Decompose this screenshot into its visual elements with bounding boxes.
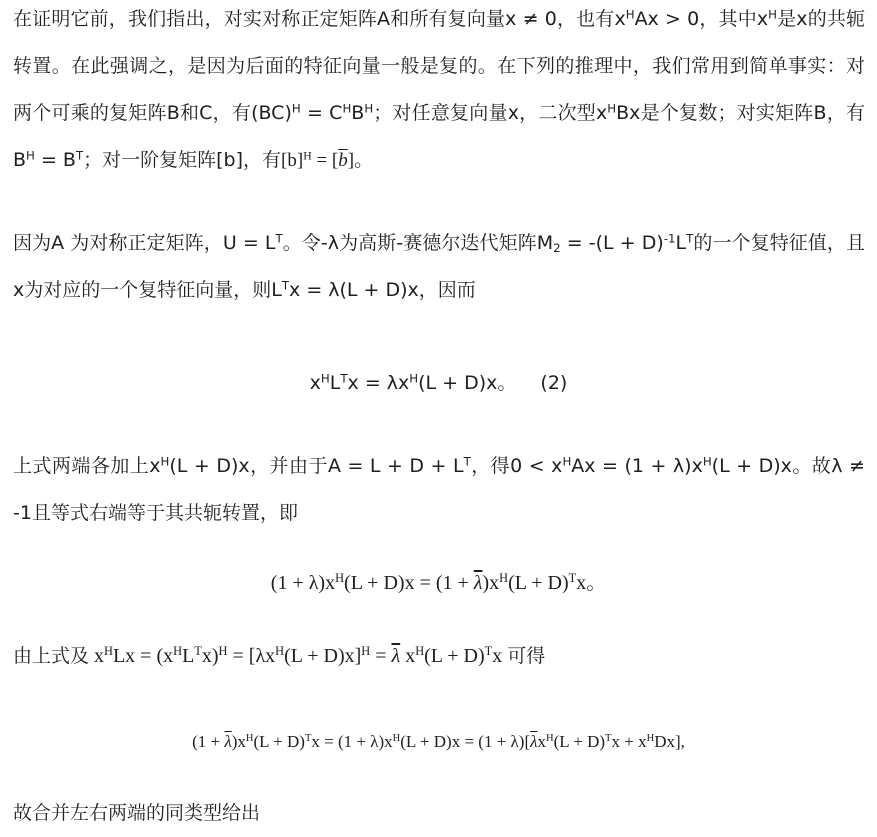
text-run: = [λx — [227, 645, 276, 667]
superscript: H — [335, 571, 345, 586]
text-run: ；对一阶复矩阵[b]，有 — [83, 149, 282, 171]
text-run: (L + D) — [553, 732, 606, 751]
superscript: H — [26, 148, 35, 163]
superscript: H — [415, 644, 425, 659]
superscript: H — [104, 644, 113, 659]
superscript: T — [568, 571, 577, 586]
text-run: x — [537, 732, 546, 751]
superscript: T — [275, 231, 283, 246]
superscript: H — [218, 644, 228, 659]
text-run: 由上式及 — [13, 645, 90, 667]
superscript: H — [173, 644, 183, 659]
text-run: L — [329, 372, 341, 394]
superscript: H — [625, 7, 635, 22]
text-run: (1 + — [192, 732, 225, 751]
text-run: 可得 — [507, 645, 546, 667]
text-run: )x — [482, 572, 500, 594]
text-run: (L + D) — [508, 572, 569, 594]
superscript: H — [646, 733, 655, 745]
text-run: = C — [300, 102, 343, 124]
superscript: H — [409, 371, 419, 386]
superscript: T — [463, 454, 471, 469]
superscript: T — [340, 371, 348, 386]
text-run: (L + D)x。故λ ≠ -1且等式右端等于其共轭转置，即 — [13, 455, 865, 524]
superscript: T — [281, 278, 290, 293]
superscript: H — [562, 454, 572, 469]
text-run: x = λx — [347, 372, 410, 394]
text-run: x) — [201, 645, 219, 667]
text-run: ；对任意复向量x，二次型x — [373, 102, 608, 124]
text-run: Ax > 0，其中x — [634, 8, 769, 30]
text-run: (L + D)x。 — [418, 372, 517, 394]
superscript: H — [545, 733, 554, 745]
superscript: T — [484, 644, 493, 659]
superscript: H — [702, 454, 712, 469]
text-run: ] — [347, 150, 355, 171]
lambda-bar: $\overline{\lambda}$ — [530, 732, 538, 751]
equation-expanded — [0, 727, 877, 757]
text-run: = B — [34, 149, 76, 171]
text-run: Lx = (x — [112, 645, 174, 667]
superscript: H — [303, 149, 312, 163]
text-run: x + x — [611, 732, 647, 751]
text-run: x = λ(L + D)x，因而 — [289, 279, 476, 301]
text-run: Bx是个复数；对实矩阵B，有B — [13, 102, 865, 171]
superscript: H — [320, 371, 330, 386]
superscript: H — [361, 644, 371, 659]
math-inline — [281, 150, 354, 171]
paragraph-3 — [13, 443, 865, 537]
lambda-bar: $\overline{\lambda}$ — [224, 732, 232, 751]
text-run: (L + D)x] — [284, 645, 362, 667]
text-run: x — [89, 645, 105, 667]
text-run: (L + D) — [424, 645, 485, 667]
math-inline — [89, 645, 507, 667]
b-bar: $\overline{b}$ — [338, 150, 348, 171]
paragraph-4 — [13, 633, 865, 680]
text-run: = [ — [311, 150, 339, 171]
lambda-bar: $\overline{\lambda}$ — [391, 645, 401, 667]
text-run: (L + D) — [253, 732, 305, 751]
paragraph-2 — [13, 220, 865, 314]
superscript: T — [75, 148, 84, 163]
equation-number: (2) — [540, 372, 568, 394]
superscript: H — [392, 733, 401, 745]
text-run: = -(L + D) — [560, 232, 664, 254]
superscript: T — [686, 231, 694, 246]
text-run: Ax = (1 + λ)x — [571, 455, 703, 477]
superscript: H — [768, 7, 777, 22]
superscript: H — [499, 571, 509, 586]
text-run: 上式两端各加上x — [13, 455, 161, 477]
superscript: H — [607, 101, 617, 116]
text-run: x — [400, 645, 416, 667]
text-run: = — [370, 645, 392, 667]
paragraph-5 — [13, 790, 865, 837]
text-run: x — [492, 645, 508, 667]
text-run: 因为A 为对称正定矩阵，U = L — [13, 232, 276, 254]
equation-conjugate — [0, 568, 877, 598]
text-run: 是x的共轭转置。在此强调之，是因为后面的特征向量一般是复的。在下列的推理中，我们常用到简单事实：对两个可乘的复矩阵B和C，有(BC) — [13, 8, 866, 124]
text-run: B — [351, 102, 365, 124]
superscript: H — [364, 101, 374, 116]
text-run: (L + D)x，并由于A = L + D + L — [169, 455, 464, 477]
text-run: x。 — [576, 572, 607, 594]
equation-2 — [0, 368, 877, 398]
text-run: x — [309, 372, 321, 394]
text-run: ，得0 < x — [470, 455, 563, 477]
text-run: 。 — [354, 149, 374, 171]
text-run: L — [675, 232, 687, 254]
text-run: x = (1 + λ)x — [311, 732, 393, 751]
superscript: T — [605, 733, 612, 745]
superscript: T — [304, 733, 312, 745]
text-run: (L + D)x = (1 + — [344, 572, 474, 594]
text-run: 故合并左右两端的同类型给出 — [13, 802, 261, 824]
superscript: H — [291, 101, 301, 116]
paragraph-1 — [13, 0, 865, 184]
superscript: H — [342, 101, 352, 116]
text-run: )x — [231, 732, 246, 751]
superscript: -1 — [663, 231, 676, 246]
text-run: 在证明它前，我们指出，对实对称正定矩阵A和所有复向量x ≠ 0，也有x — [13, 8, 626, 30]
superscript: T — [194, 644, 202, 659]
text-run: (1 + λ)x — [270, 572, 336, 594]
text-run: 。令-λ为高斯-赛德尔迭代矩阵M — [282, 232, 554, 254]
superscript: H — [245, 733, 254, 745]
text-run: Dx], — [654, 732, 685, 751]
text-run: L — [182, 645, 195, 667]
superscript: H — [160, 454, 170, 469]
text-run: (L + D)x = (1 + λ)[ — [400, 732, 531, 751]
subscript: 2 — [553, 240, 561, 255]
superscript: H — [275, 644, 285, 659]
text-run: 的一个复特征值，且x为对应的一个复特征向量，则L — [13, 232, 865, 301]
text-run: [b] — [281, 150, 304, 171]
lambda-bar: $\overline{\lambda}$ — [473, 572, 483, 594]
